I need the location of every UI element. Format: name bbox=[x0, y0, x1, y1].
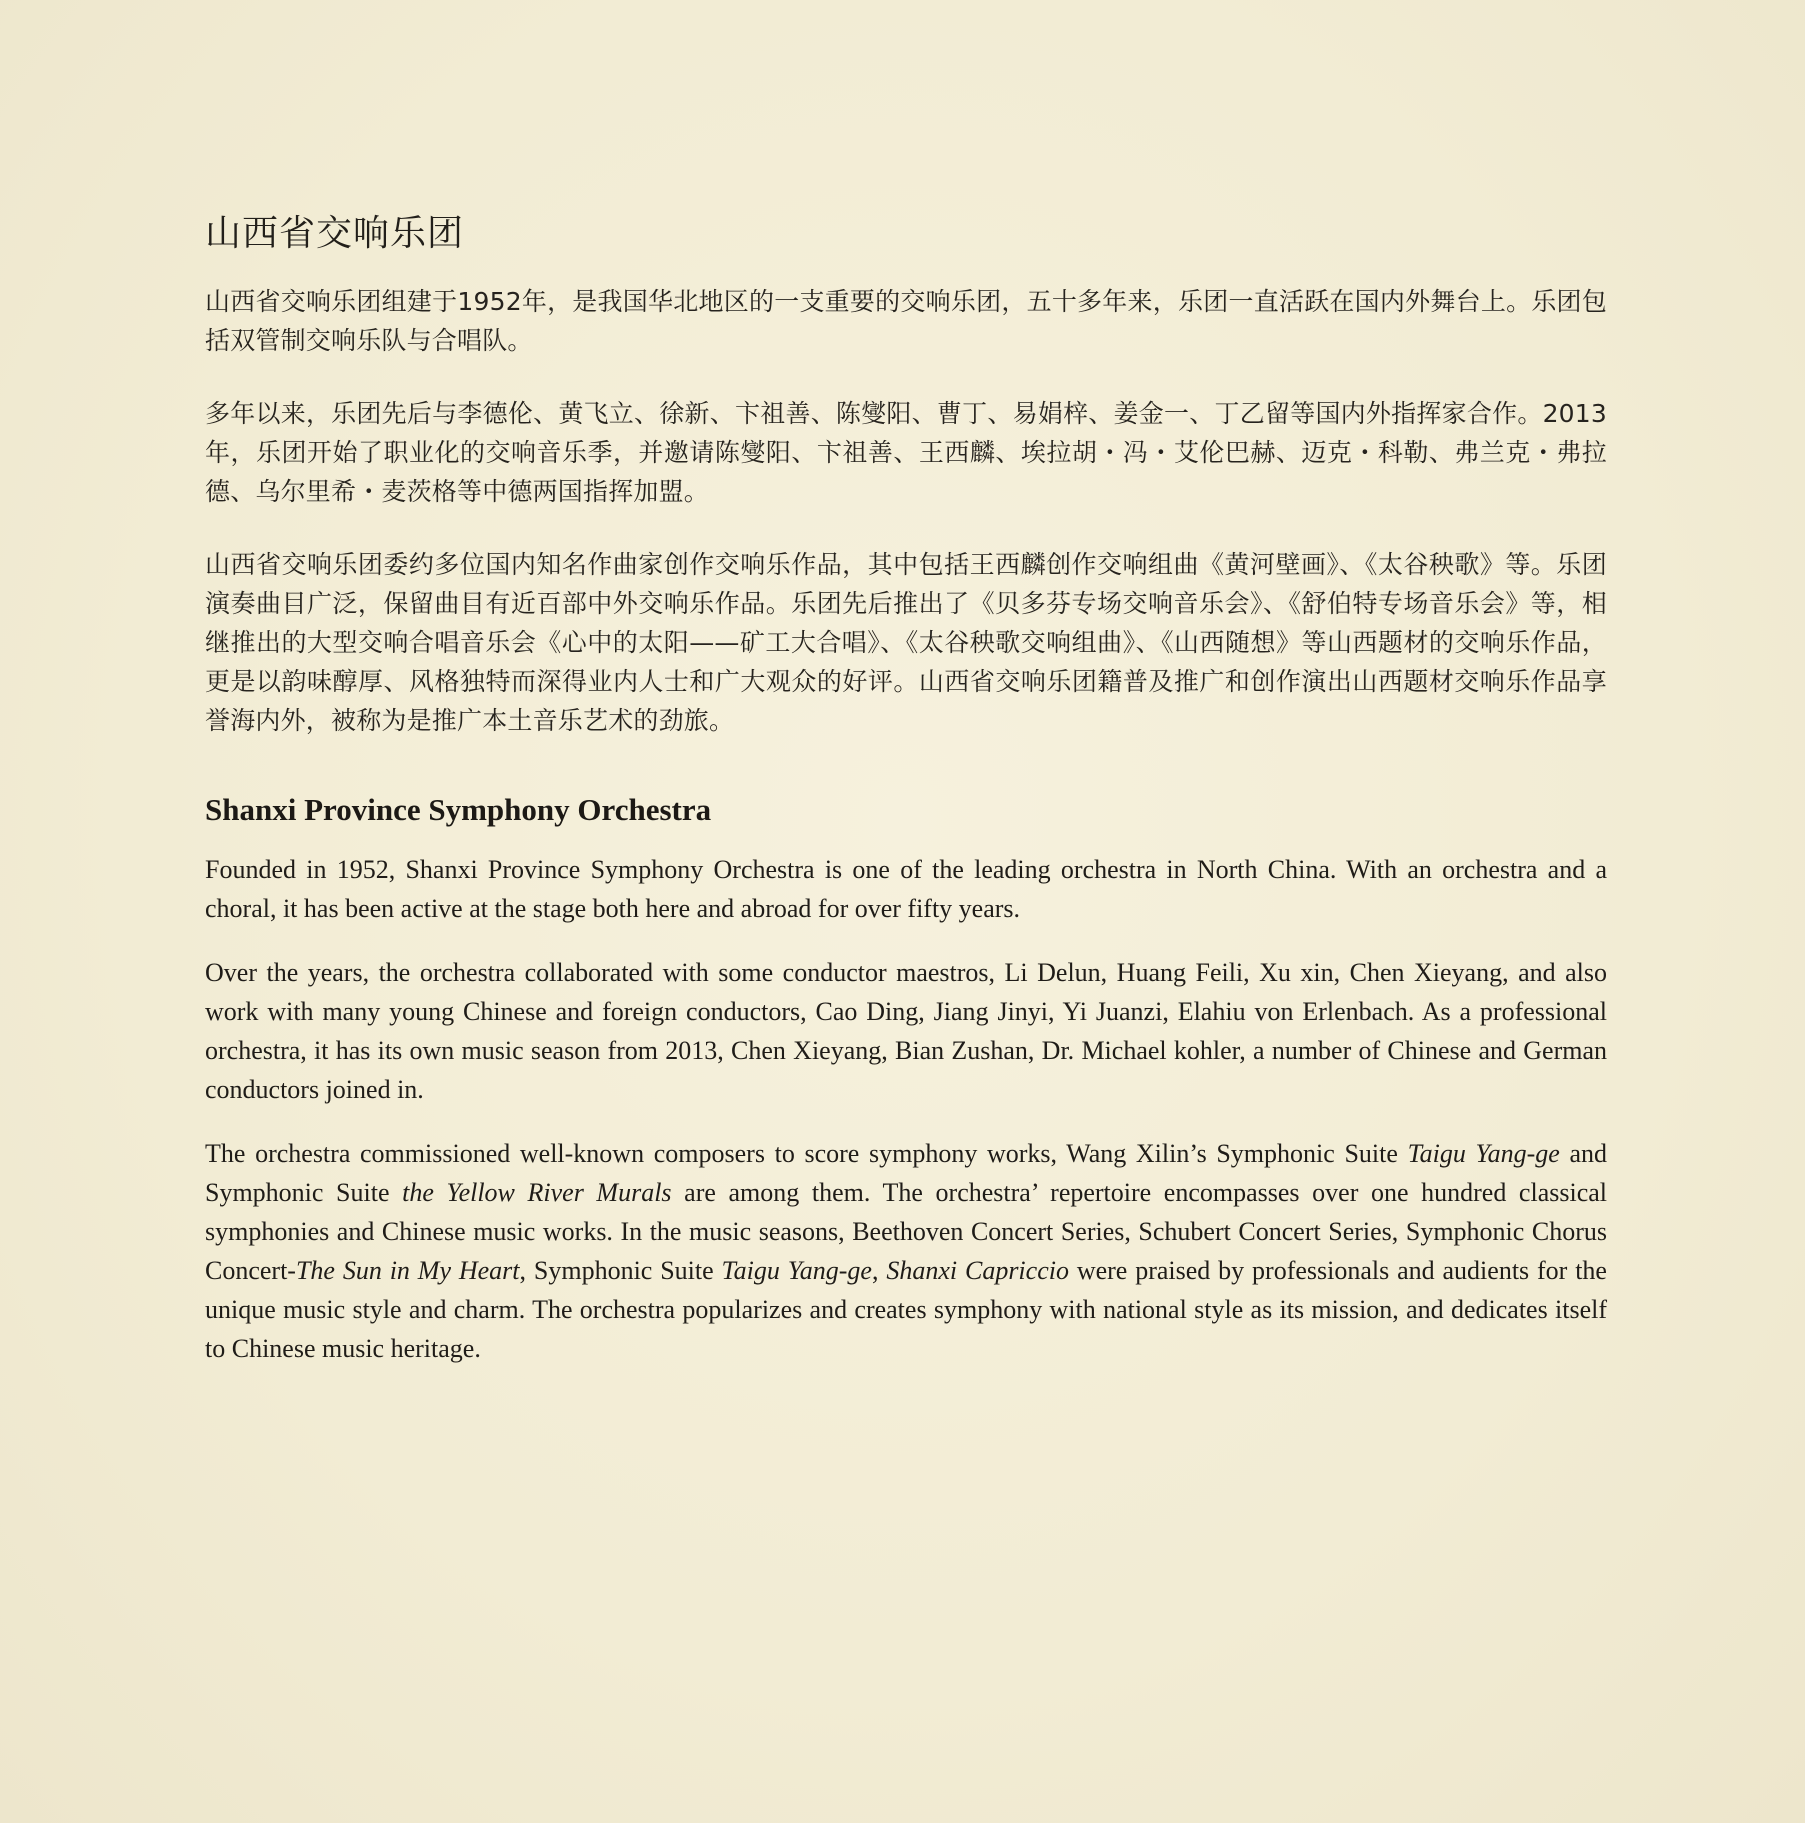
english-p3-italic-title-5: Shanxi Capriccio bbox=[886, 1256, 1069, 1285]
chinese-paragraph-2: 多年以来，乐团先后与李德伦、黄飞立、徐新、卞祖善、陈燮阳、曹丁、易娟梓、姜金一、丁乙留等国内外指挥家合作。2013年，乐团开始了职业化的交响音乐季，并邀请陈燮阳、卞祖善、王西麟、埃拉胡・冯・艾伦巴赫、迈克・科勒、弗兰克・弗拉德、乌尔里希・麦茨格等中德两国指挥加盟。 bbox=[205, 399, 1607, 506]
english-p3-text-6: were praised by professionals and audients for the unique music style and charm. The orchestra popularizes and creates symphony with national style as its mission, and dedicates itself to Chinese music heritage. bbox=[205, 1256, 1607, 1363]
chinese-paragraph-1: 山西省交响乐团组建于1952年，是我国华北地区的一支重要的交响乐团，五十多年来，乐团一直活跃在国内外舞台上。乐团包括双管制交响乐队与合唱队。 bbox=[205, 287, 1607, 355]
english-p3-text-1: The orchestra commissioned well-known composers to score symphony works, Wang Xilin’s Symphonic Suite bbox=[205, 1139, 1408, 1168]
english-p3-text-4: , Symphonic Suite bbox=[519, 1256, 722, 1285]
english-p3-text-3: are among them. The orchestra’ repertoire encompasses over one hundred classical symphonies and Chinese music works. In the music seasons, Beethoven Concert Series, Schubert Concert Series, Symphonic Chorus Concert- bbox=[205, 1178, 1607, 1285]
chinese-paragraph-3: 山西省交响乐团委约多位国内知名作曲家创作交响乐作品，其中包括王西麟创作交响组曲《黄河壁画》、《太谷秧歌》等。乐团演奏曲目广泛，保留曲目有近百部中外交响乐作品。乐团先后推出了《贝多芬专场交响音乐会》、《舒伯特专场音乐会》等，相继推出的大型交响合唱音乐会《心中的太阳——矿工大合唱》、《太谷秧歌交响组曲》、《山西随想》等山西题材的交响乐作品，更是以韵味醇厚、风格独特而深得业内人士和广大观众的好评。山西省交响乐团籍普及推广和创作演出山西题材交响乐作品享誉海内外，被称为是推广本土音乐艺术的劲旅。 bbox=[205, 550, 1607, 735]
english-paragraph-1: Founded in 1952, Shanxi Province Symphony Orchestra is one of the leading orchestra in North China. With an orchestra and a choral, it has been active at the stage both here and abroad for over fifty years. bbox=[205, 855, 1607, 923]
english-p3-italic-title-1: Taigu Yang-ge bbox=[1407, 1139, 1560, 1168]
english-paragraph-2: Over the years, the orchestra collaborated with some conductor maestros, Li Delun, Huang Feili, Xu xin, Chen Xieyang, and also work with many young Chinese and foreign conductors, Cao Ding, Jiang Jinyi, Yi Juanzi, Elahiu von Erlenbach. As a professional orchestra, it has its own music season from 2013, Chen Xieyang, Bian Zushan, Dr. Michael kohler, a number of Chinese and German conductors joined in. bbox=[205, 958, 1607, 1104]
english-p3-italic-title-3: The Sun in My Heart bbox=[295, 1256, 520, 1285]
english-paragraph-3 bbox=[205, 1134, 1607, 1368]
english-p3-text-5: , bbox=[871, 1256, 887, 1285]
english-p3-italic-title-2: the Yellow River Murals bbox=[402, 1178, 672, 1207]
chinese-title: 山西省交响乐团 bbox=[205, 213, 465, 254]
english-p3-text-2: and Symphonic Suite bbox=[205, 1139, 1607, 1207]
page-content bbox=[205, 205, 1607, 1393]
english-p3-italic-title-4: Taigu Yang-ge bbox=[721, 1256, 872, 1285]
english-title: Shanxi Province Symphony Orchestra bbox=[205, 792, 712, 827]
